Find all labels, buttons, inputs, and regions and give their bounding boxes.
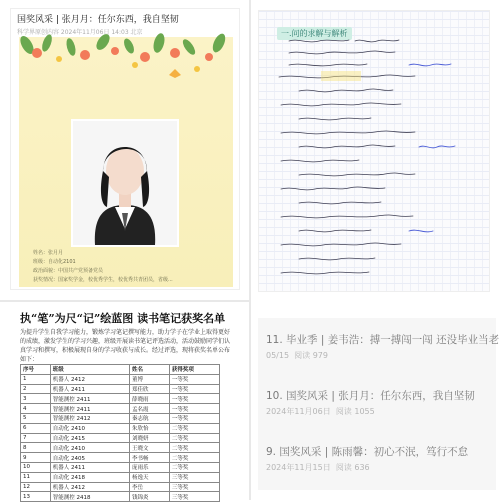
table-cell: 孟名霞 [129, 404, 169, 414]
list-item-title[interactable]: 9. 国奖风采 | 陈雨馨：初心不泯，笃行不怠 [266, 446, 469, 458]
table-cell: 一等奖 [169, 413, 219, 423]
table-cell: 董博 [129, 374, 169, 384]
portrait-photo [71, 119, 179, 247]
list-item-views: 636 [354, 463, 370, 472]
list-item-title[interactable]: 11. 毕业季 | 姜韦浩：搏一搏闯一闯 还没毕业当老 [266, 334, 500, 346]
award-table [20, 364, 220, 502]
table-cell: 2 [21, 384, 51, 394]
handwriting-lines-icon [259, 11, 491, 293]
article-title[interactable]: 国奖风采 | 张月月：任尔东西，我自坚韧 [17, 15, 179, 25]
table-cell: 一等奖 [169, 374, 219, 384]
table-cell: 薛晓雨 [129, 394, 169, 404]
table-header-cell: 班级 [50, 365, 129, 375]
table-cell: 机器人 2412 [50, 374, 129, 384]
table-cell: 11 [21, 472, 51, 482]
table-cell: 自动化 2405 [50, 453, 129, 463]
table-cell: 三等奖 [169, 472, 219, 482]
table-cell: 13 [21, 492, 51, 502]
table-cell: 7 [21, 433, 51, 443]
table-row [21, 404, 220, 414]
list-item[interactable] [266, 332, 500, 361]
table-row [21, 374, 220, 384]
table-cell: 二等奖 [169, 453, 219, 463]
table-cell: 10 [21, 462, 51, 472]
table-cell: 12 [21, 482, 51, 492]
table-header-row [21, 365, 220, 375]
table-cell: 3 [21, 394, 51, 404]
list-item-date: 2024年11月15日 [266, 463, 331, 472]
table-cell: 二等奖 [169, 462, 219, 472]
table-cell: 机器人 2411 [50, 462, 129, 472]
table-cell: 李岳 [129, 482, 169, 492]
table-row [21, 453, 220, 463]
table-cell: 朱欣怡 [129, 423, 169, 433]
table-header-cell: 序号 [21, 365, 51, 375]
document-paragraph: 为提升学生自我学习能力，锻炼学习笔记撰写能力，助力学子在学业上取得更好的成绩，激发学生的学习兴趣，班级开展读书笔记评选活动，活动鼓励同学们认真学习和撰写，积极展现自身的学习收获与成长。经过评选，现将获奖名单公布如下： [20, 329, 231, 363]
table-cell: 庞雨乐 [129, 462, 169, 472]
table-cell: 钱锦炎 [129, 492, 169, 502]
table-row [21, 462, 220, 472]
table-cell: 智能测控 2418 [50, 492, 129, 502]
list-item-views: 1055 [354, 407, 375, 416]
table-cell: 智能测控 2412 [50, 413, 129, 423]
table-cell: 5 [21, 413, 51, 423]
table-cell: 4 [21, 404, 51, 414]
table-row [21, 413, 220, 423]
list-item-date: 2024年11月06日 [266, 407, 331, 416]
table-cell: 刘晓妍 [129, 433, 169, 443]
table-cell: 8 [21, 443, 51, 453]
table-cell: 自动化 2410 [50, 443, 129, 453]
table-row [21, 394, 220, 404]
table-cell: 一等奖 [169, 404, 219, 414]
list-item-views: 979 [312, 351, 328, 360]
table-cell: 9 [21, 453, 51, 463]
table-cell: 6 [21, 423, 51, 433]
handwritten-notes-image[interactable] [258, 10, 490, 292]
portrait-poster [19, 37, 233, 287]
table-cell: 一等奖 [169, 394, 219, 404]
table-cell: 智能测控 2411 [50, 394, 129, 404]
table-cell: 智能测控 2411 [50, 404, 129, 414]
table-cell: 郑佳欣 [129, 384, 169, 394]
table-cell: 杨逸天 [129, 472, 169, 482]
list-item-meta [266, 350, 492, 361]
table-cell: 二等奖 [169, 423, 219, 433]
table-cell: 王晓文 [129, 443, 169, 453]
table-row [21, 423, 220, 433]
article-list [258, 318, 500, 490]
table-row [21, 482, 220, 492]
table-row [21, 433, 220, 443]
table-cell: 机器人 2411 [50, 384, 129, 394]
student-portrait-icon [73, 121, 177, 245]
table-cell: 自动化 2415 [50, 433, 129, 443]
table-row [21, 384, 220, 394]
table-cell: 二等奖 [169, 443, 219, 453]
vertical-divider [249, 0, 251, 500]
table-cell: 一等奖 [169, 384, 219, 394]
document-title: 执“笔”为尺“记”绘蓝图 读书笔记获奖名单 [20, 312, 226, 325]
list-item[interactable] [266, 444, 492, 473]
table-cell: 三等奖 [169, 482, 219, 492]
table-cell: 自动化 2410 [50, 423, 129, 433]
article-card-portrait[interactable] [10, 8, 240, 290]
list-item-meta [266, 462, 492, 473]
student-info-caption: 姓名：张月月 班级：自动化2101 政治面貌：中国共产党预备党员 获奖情况：国家奖学金，校优秀学生，校优秀共青团员，省级... [33, 250, 173, 283]
table-row [21, 472, 220, 482]
table-cell: 李书畅 [129, 453, 169, 463]
list-item-views-label: 阅读 [294, 351, 311, 360]
table-cell: 1 [21, 374, 51, 384]
list-item-views-label: 阅读 [335, 463, 352, 472]
table-row [21, 492, 220, 502]
table-cell: 自动化 2418 [50, 472, 129, 482]
notes-heading: 一.问的求解与解析 [277, 27, 352, 40]
list-item[interactable] [266, 388, 492, 417]
table-cell: 三等奖 [169, 492, 219, 502]
horizontal-divider [0, 300, 249, 302]
table-header-cell: 获得奖项 [169, 365, 219, 375]
table-row [21, 443, 220, 453]
table-header-cell: 姓名 [129, 365, 169, 375]
award-list-document[interactable] [10, 304, 240, 501]
table-cell: 秦志航 [129, 413, 169, 423]
table-cell: 二等奖 [169, 433, 219, 443]
list-item-meta [266, 406, 492, 417]
table-cell: 机器人 2412 [50, 482, 129, 492]
list-item-date: 05/15 [266, 351, 290, 360]
list-item-title[interactable]: 10. 国奖风采 | 张月月：任尔东西，我自坚韧 [266, 390, 475, 402]
decorative-leaves-icon [19, 37, 233, 83]
list-item-views-label: 阅读 [335, 407, 352, 416]
article-meta: 科学界原创内容 2024年11月06日 14:03 北京 [17, 29, 143, 36]
